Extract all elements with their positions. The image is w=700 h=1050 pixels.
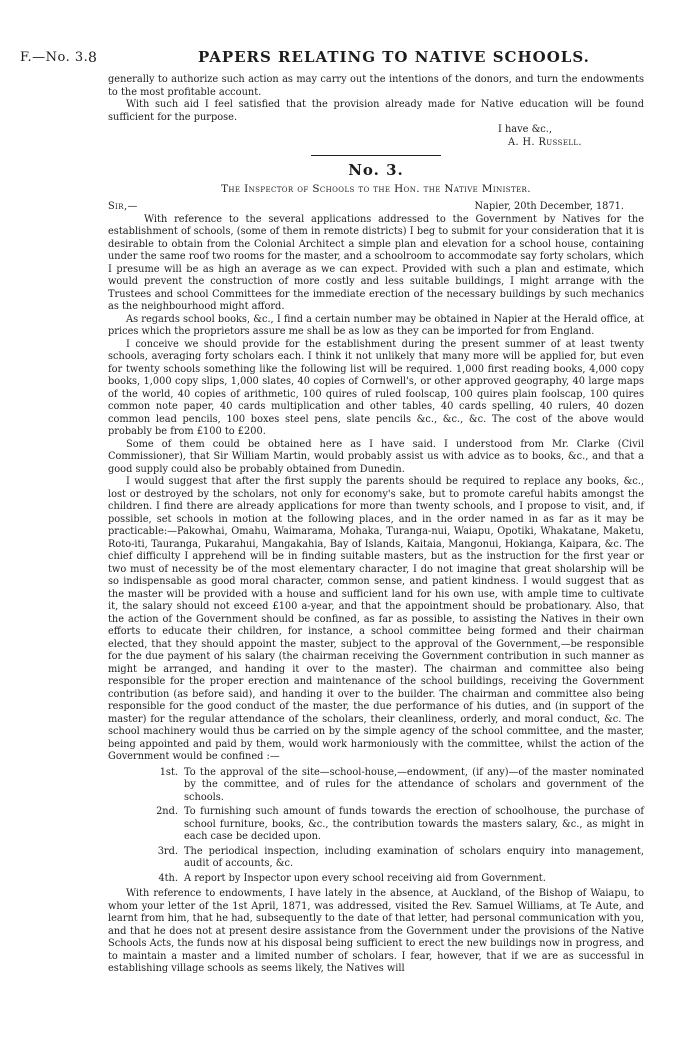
body-paragraph: I would suggest that after the first supply the parents should be required to replace any books, &c., lost or destroyed by the scholars, not only for economy's sake, but to promote careful habits amongst the children. I find there are already applications for more than twenty schools, and I propose to visit, and, if possible, set schools in motion at the following places, and in the order named in as far as it may be practicable:—Pakowhai, Omahu, Waimarama, Mohaka, Turanga-nui, Waiapu, Opotiki, Whakatane, Maketu, Roto-iti, Tauranga, Pukarahui, Mangakahia, Bay of Islands, Kaitaia, Mangonui, Hokianga, Kaipara, &c. The chief difficulty I apprehend will be in finding suitable masters, but as the instruction for the first year or two must of necessity be of the most elementary character, I do not imagine that great sholarship will be so indispensable as good moral character, common sense, and patient kindness. I would suggest that as the master will be provided with a house and sufficient land for his own use, with ample time to cultivate it, the salary should not exceed £100 a-year, and that the appointment should be probationary. Also, that the action of the Government should be confined, as far as possible, to assisting the Natives in their own efforts to educate their children, for instance, a school committee being formed and their chairman elected, that they should appoint the master, subject to the approval of the Government,—be responsible for the due payment of his salary (the chairman receiving the Government contribution in such manner as might be arranged, and handing it over to the master). The chairman and committee also being responsible for the proper erection and maintenance of the school buildings, receiving the Government contribution (as before said), and handing it over to the builder. The chairman and committee also being responsible for the good conduct of the master, the due performance of his duties, and (in support of the master) for the regular attendance of the scholars, their cleanliness, orderly, and moral conduct, &c. The school machinery would thus be carried on by the simple agency of the school committee, and the master, being appointed and paid by them, would work harmoniously with the committee, whilst the action of the Government would be confined :— [108, 476, 644, 762]
body-paragraph: With reference to endowments, I have lately in the absence, at Auckland, of the Bishop of Waiapu, to whom your letter of the 1st April, 1871, was addressed, visited the Rev. Samuel Williams, at Te Aute, and learnt from him, that he had, subsequently to the date of that letter, had personal communication with you, and that he does not at present desire assistance from the Government under the provisions of the Native Schools Acts, the funds now at his disposal being sufficient to erect the new buildings now in progress, and to maintain a master and a limited number of scholars. I fear, however, that if we are as successful in establishing village schools as seems likely, the Natives will [108, 888, 644, 974]
body-paragraph: With reference to the several applications addressed to the Government by Natives for the establishment of schools, (some of them in remote districts) I beg to submit for your consideration that it is desirable to obtain from the Colonial Architect a simple plan and elevation for a school house, containing under the same roof two rooms for the master, and a schoolroom to accommodate say forty scholars, which I presume will be as high an average as we can expect. Provided with such a plan and estimate, which would prevent the construction of more costly and less suitable buildings, I might arrange with the Trustees and school Committees for the immediate erection of the necessary buildings by such mechanics as the neighbourhood might afford. [108, 213, 644, 312]
list-item-number: 2nd. [156, 806, 178, 817]
numbered-list [108, 767, 644, 886]
prev-letter-paragraph: generally to authorize such action as may carry out the intentions of the donors, and turn the endowments to the most profitable account. [108, 74, 644, 98]
list-item [108, 806, 644, 844]
list-item-text: To furnishing such amount of funds towards the erection of schoolhouse, the purchase of school furniture, books, &c., the contribution towards the masters salary, &c., as might in each case be decided upon. [184, 806, 644, 842]
list-item-number: 1st. [159, 766, 178, 778]
list-item-text: The periodical inspection, including examination of scholars enquiry into management, audit of accounts, &c. [184, 845, 644, 869]
letter-closing: I have &c., [498, 124, 553, 135]
document-body [108, 74, 644, 976]
body-paragraph: I conceive we should provide for the establishment during the present summer of at least twenty schools, averaging forty scholars each. I think it not unlikely that many more will be applied for, but even for twenty schools something like the following list will be required. 1,000 first reading books, 4,000 copy books, 1,000 copy slips, 1,000 slates, 40 copies of Cornwell's, or other approved geography, 40 large maps of the world, 40 copies of arithmetic, 100 quires of ruled foolscap, 100 quires plain foolscap, 100 quires common note paper, 40 cards multiplication and other tables, 40 cards spelling, 40 rulers, 40 dozen common lead pencils, 100 boxes steel pens, slate pencils &c., &c., &c. The cost of the above would probably be from £100 to £200. [108, 338, 644, 437]
body-paragraph: As regards school books, &c., I find a certain number may be obtained in Napier at the Herald office, at prices which the proprietors assure me shall be as low as they can be imported for from England. [108, 313, 644, 337]
list-item [108, 846, 644, 871]
letter-signature: A. H. Russell. [508, 136, 582, 148]
page-number: 8 [88, 50, 97, 66]
series-reference: F.—No. 3. [20, 50, 89, 65]
list-item-text: To the approval of the site—school-house,—endowment, (if any)—of the master nominated by the committee, and of rules for the attendance of scholars and government of the schools. [184, 766, 644, 803]
salutation-row [108, 201, 644, 214]
list-item-text: A report by Inspector upon every school receiving aid from Government. [184, 872, 546, 884]
body-paragraph: Some of them could be obtained here as I have said. I understood from Mr. Clarke (Civil Commissioner), that Sir William Martin, would probably assist us with advice as to books, &c., and that a good supply could also be probably obtained from Dunedin. [108, 438, 644, 475]
list-item [108, 873, 644, 886]
place-date: Napier, 20th December, 1871. [474, 201, 624, 212]
list-item-number: 4th. [158, 872, 178, 884]
document-number: No. 3. [348, 161, 404, 179]
prev-letter-paragraph: With such aid I feel satisfied that the provision already made for Native education will be found sufficient for the purpose. [108, 99, 644, 123]
salutation: Sir,— [108, 201, 138, 212]
page-title: PAPERS RELATING TO NATIVE SCHOOLS. [198, 48, 590, 66]
list-item [108, 767, 644, 805]
final-section [108, 888, 644, 976]
section-divider [311, 155, 441, 156]
list-item-number: 3rd. [157, 845, 178, 857]
document-subtitle: The Inspector of Schools to the Hon. the Native Minister. [221, 182, 531, 195]
